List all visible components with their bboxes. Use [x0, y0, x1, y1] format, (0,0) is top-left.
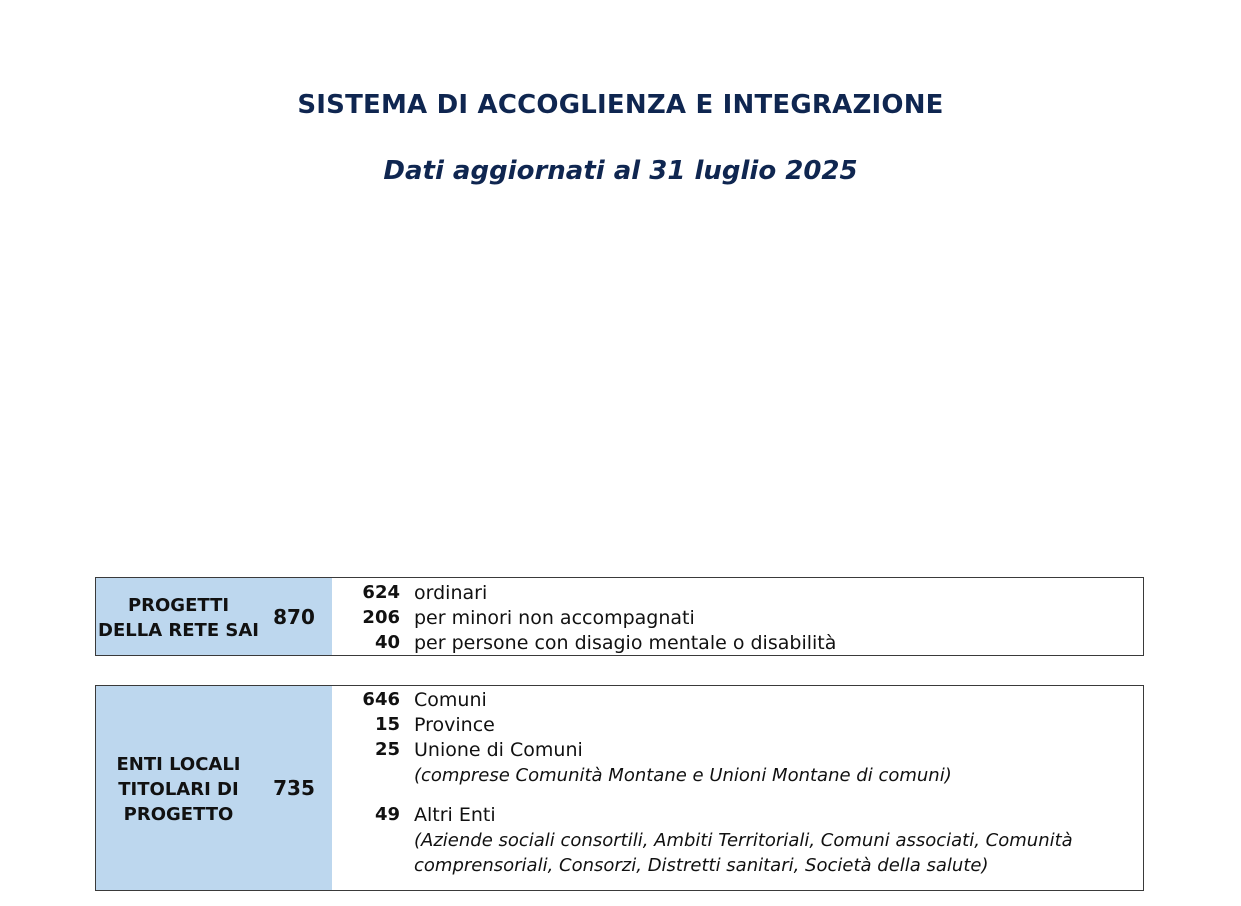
list-item: [332, 580, 1143, 606]
item-note: (comprese Comunità Montane e Unioni Montane di comuni): [414, 765, 952, 786]
list-item: [332, 630, 1143, 656]
item-count: 40: [374, 632, 400, 653]
item-count: 206: [362, 607, 400, 628]
item-note-line1: (Aziende sociali consortili, Ambiti Territoriali, Comuni associati, Comunità: [414, 830, 1073, 851]
page-title: SISTEMA DI ACCOGLIENZA E INTEGRAZIONE: [297, 90, 944, 120]
item-label: ordinari: [414, 582, 488, 604]
list-item: [332, 687, 1143, 713]
projects-label: [96, 593, 261, 643]
entities-label-line2: TITOLARI DI: [118, 779, 239, 800]
item-label: Comuni: [414, 689, 487, 711]
entities-panel: [95, 685, 1144, 891]
item-count: 25: [374, 739, 400, 760]
page-subtitle: Dati aggiornati al 31 luglio 2025: [383, 156, 858, 186]
entities-total: 735: [273, 776, 315, 800]
item-count: 15: [374, 714, 400, 735]
item-label: per persone con disagio mentale o disabilità: [414, 632, 837, 654]
entities-label-line3: PROGETTO: [123, 804, 234, 825]
item-label: per minori non accompagnati: [414, 607, 695, 629]
item-count: 49: [374, 804, 400, 825]
projects-total: 870: [273, 605, 315, 629]
item-label: Province: [414, 714, 495, 736]
projects-label-line1: PROGETTI: [127, 595, 230, 616]
entities-label: [96, 752, 261, 827]
list-item: [332, 737, 1143, 763]
item-label: Altri Enti: [414, 804, 496, 826]
projects-panel: [95, 577, 1144, 656]
item-note-line2: comprensoriali, Consorzi, Distretti sanitari, Società della salute): [414, 855, 989, 876]
item-label: Unione di Comuni: [414, 739, 583, 761]
item-count: 624: [362, 582, 400, 603]
list-item: [332, 802, 1143, 828]
list-item: [332, 605, 1143, 631]
item-count: 646: [362, 689, 400, 710]
list-item: [332, 712, 1143, 738]
projects-label-line2: DELLA RETE SAI: [98, 620, 259, 641]
entities-label-line1: ENTI LOCALI: [116, 754, 241, 775]
